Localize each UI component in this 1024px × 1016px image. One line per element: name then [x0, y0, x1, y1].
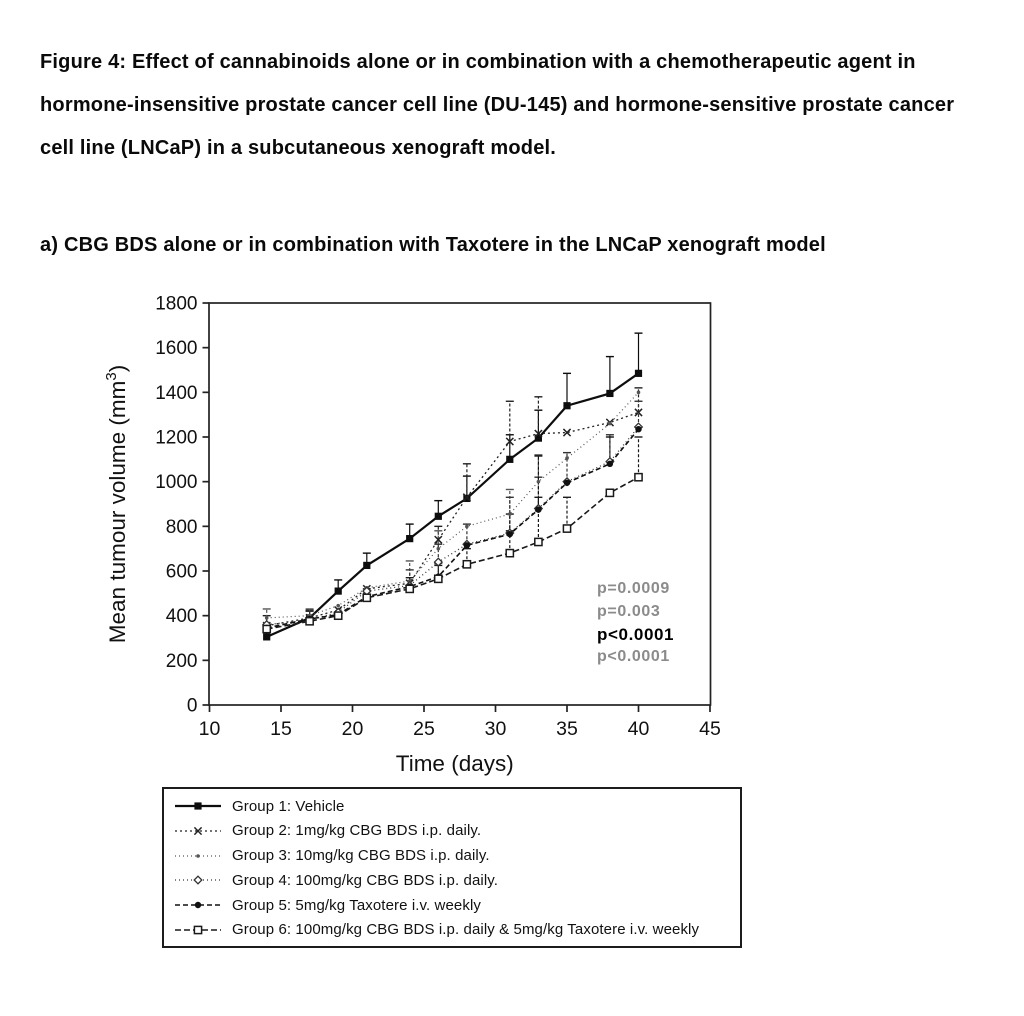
legend-item-label: Group 6: 100mg/kg CBG BDS i.p. daily & 5mg/kg Taxotere i.v. weekly [232, 921, 700, 939]
legend-item [173, 844, 736, 868]
p-value-annotation: p=0.0009 [597, 580, 670, 597]
svg-text:45: 45 [699, 718, 721, 740]
svg-text:25: 25 [413, 718, 435, 740]
legend-item-label: Group 1: Vehicle [232, 797, 345, 815]
legend-item [173, 819, 736, 843]
legend-line-sample [173, 799, 223, 813]
legend-item [173, 868, 736, 892]
svg-text:Time (days): Time (days) [395, 751, 514, 776]
svg-text:15: 15 [270, 718, 292, 740]
legend-item [173, 918, 736, 942]
svg-text:40: 40 [627, 718, 650, 740]
svg-text:1400: 1400 [155, 382, 198, 404]
legend-item-label: Group 2: 1mg/kg CBG BDS i.p. daily. [232, 822, 482, 840]
svg-text:10: 10 [198, 718, 221, 740]
p-value-annotation: p<0.0001 [597, 648, 670, 665]
svg-text:0: 0 [186, 695, 198, 717]
svg-text:1200: 1200 [155, 427, 198, 449]
legend-line-sample [173, 824, 223, 838]
svg-text:30: 30 [484, 718, 507, 740]
p-value-annotation: p=0.003 [597, 603, 661, 620]
legend-item-label: Group 5: 5mg/kg Taxotere i.v. weekly [232, 896, 481, 914]
legend-item [173, 893, 736, 917]
panel-a-heading: a) CBG BDS alone or in combination with Taxotere in the LNCaP xenograft model [40, 234, 826, 256]
svg-text:1600: 1600 [155, 338, 198, 360]
p-value-annotation: p<0.0001 [597, 625, 675, 644]
legend-line-sample [173, 849, 223, 863]
chart-legend [162, 787, 742, 948]
figure-caption: Figure 4: Effect of cannabinoids alone or in combination with a chemotherapeutic agent in hormone-insensitive prostate cancer cell line (DU-145) and hormone-sensitive prostate cancer cell line (LNCaP) in a subcutaneous xenograft model. [40, 51, 955, 159]
legend-line-sample [173, 898, 223, 912]
svg-text:1000: 1000 [155, 472, 198, 494]
svg-text:35: 35 [556, 718, 578, 740]
legend-item [173, 794, 736, 818]
legend-line-sample [173, 873, 223, 887]
svg-text:1800: 1800 [155, 293, 198, 315]
svg-text:400: 400 [165, 606, 198, 628]
legend-item-label: Group 4: 100mg/kg CBG BDS i.p. daily. [232, 871, 499, 889]
legend-item-label: Group 3: 10mg/kg CBG BDS i.p. daily. [232, 847, 490, 865]
svg-text:Mean tumour volume (mm3): Mean tumour volume $(mm^3)$ [103, 364, 130, 644]
svg-text:600: 600 [165, 561, 198, 583]
svg-text:200: 200 [165, 650, 198, 672]
legend-line-sample [173, 923, 223, 937]
svg-text:800: 800 [165, 516, 198, 538]
svg-text:20: 20 [341, 718, 364, 740]
